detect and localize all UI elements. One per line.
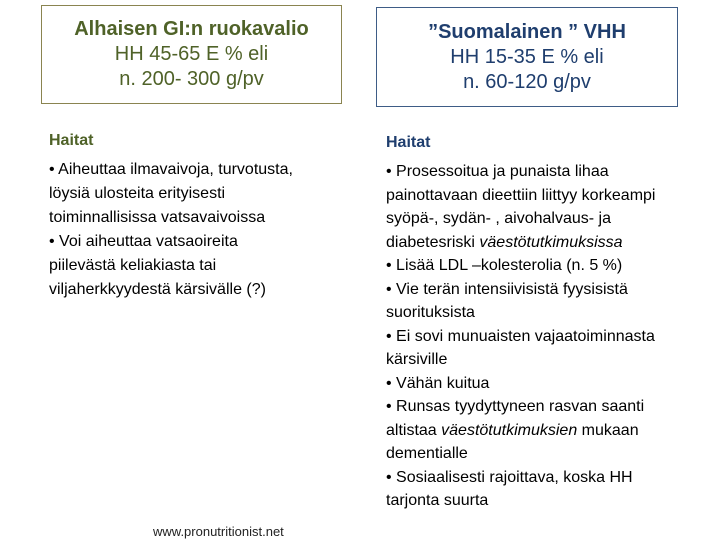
left-drawbacks-heading: Haitat: [49, 132, 94, 149]
right-box-carb-range: HH 15-35 E % eli: [450, 45, 604, 68]
right-drawback-line: • Runsas tyydyttyneen rasvan saanti: [386, 398, 645, 415]
right-drawback-line: • Sosiaalisesti rajoittava, koska HH: [386, 468, 633, 486]
right-drawback-line: tarjonta suurta: [386, 492, 489, 509]
left-diet-box: [41, 5, 342, 104]
right-drawback-line: • Ei sovi munuaisten vajaatoiminnasta: [386, 327, 655, 345]
right-drawbacks: [386, 132, 711, 513]
source-url: www.pronutritionist.net: [153, 524, 284, 539]
left-drawbacks: [49, 130, 349, 302]
left-drawback-line: toiminnallisissa vatsavaivoissa: [49, 209, 266, 226]
left-box-carb-range: HH 45-65 E % eli: [114, 43, 269, 65]
right-drawback-line: • Vie terän intensiivisistä fyysisistä: [386, 280, 628, 298]
right-drawback-line: kärsiville: [386, 351, 448, 368]
left-box-grams: n. 200- 300 g/pv: [119, 68, 264, 90]
right-drawback-line: syöpä-, sydän- , aivohalvaus- ja: [386, 210, 611, 227]
right-drawback-line: painottavaan dieettiin liittyy korkeampi: [386, 186, 656, 204]
right-drawback-line: [386, 231, 711, 255]
left-drawback-line: löysiä ulosteita erityisesti: [49, 185, 226, 202]
right-drawback-line: • Lisää LDL –kolesterolia (n. 5 %): [386, 257, 623, 274]
italic-term: väestötutkimuksien: [441, 421, 578, 439]
right-drawback-line: [386, 419, 711, 443]
left-box-title: Alhaisen GI:n ruokavalio: [74, 18, 309, 40]
left-drawback-line: piilevästä keliakiasta tai: [49, 257, 217, 274]
left-drawback-line: • Voi aiheuttaa vatsaoireita: [49, 233, 238, 250]
right-diet-box: [376, 7, 678, 107]
line-text: diabetesriski: [386, 233, 475, 251]
right-box-grams: n. 60-120 g/pv: [463, 70, 591, 93]
right-box-title: ”Suomalainen ” VHH: [428, 20, 626, 43]
right-drawbacks-heading: Haitat: [386, 134, 431, 151]
right-drawback-line: suorituksista: [386, 304, 475, 321]
right-drawback-line: • Prosessoitua ja punaista lihaa: [386, 163, 609, 180]
italic-term: väestötutkimuksissa: [479, 233, 623, 251]
right-drawback-line: • Vähän kuitua: [386, 374, 490, 392]
line-text: altistaa: [386, 421, 437, 439]
left-drawback-line: • Aiheuttaa ilmavaivoja, turvotusta,: [49, 161, 293, 178]
line-text: mukaan: [581, 421, 639, 439]
right-drawback-line: dementialle: [386, 445, 468, 462]
left-drawback-line: viljaherkkyydestä kärsivälle (?): [49, 281, 266, 298]
